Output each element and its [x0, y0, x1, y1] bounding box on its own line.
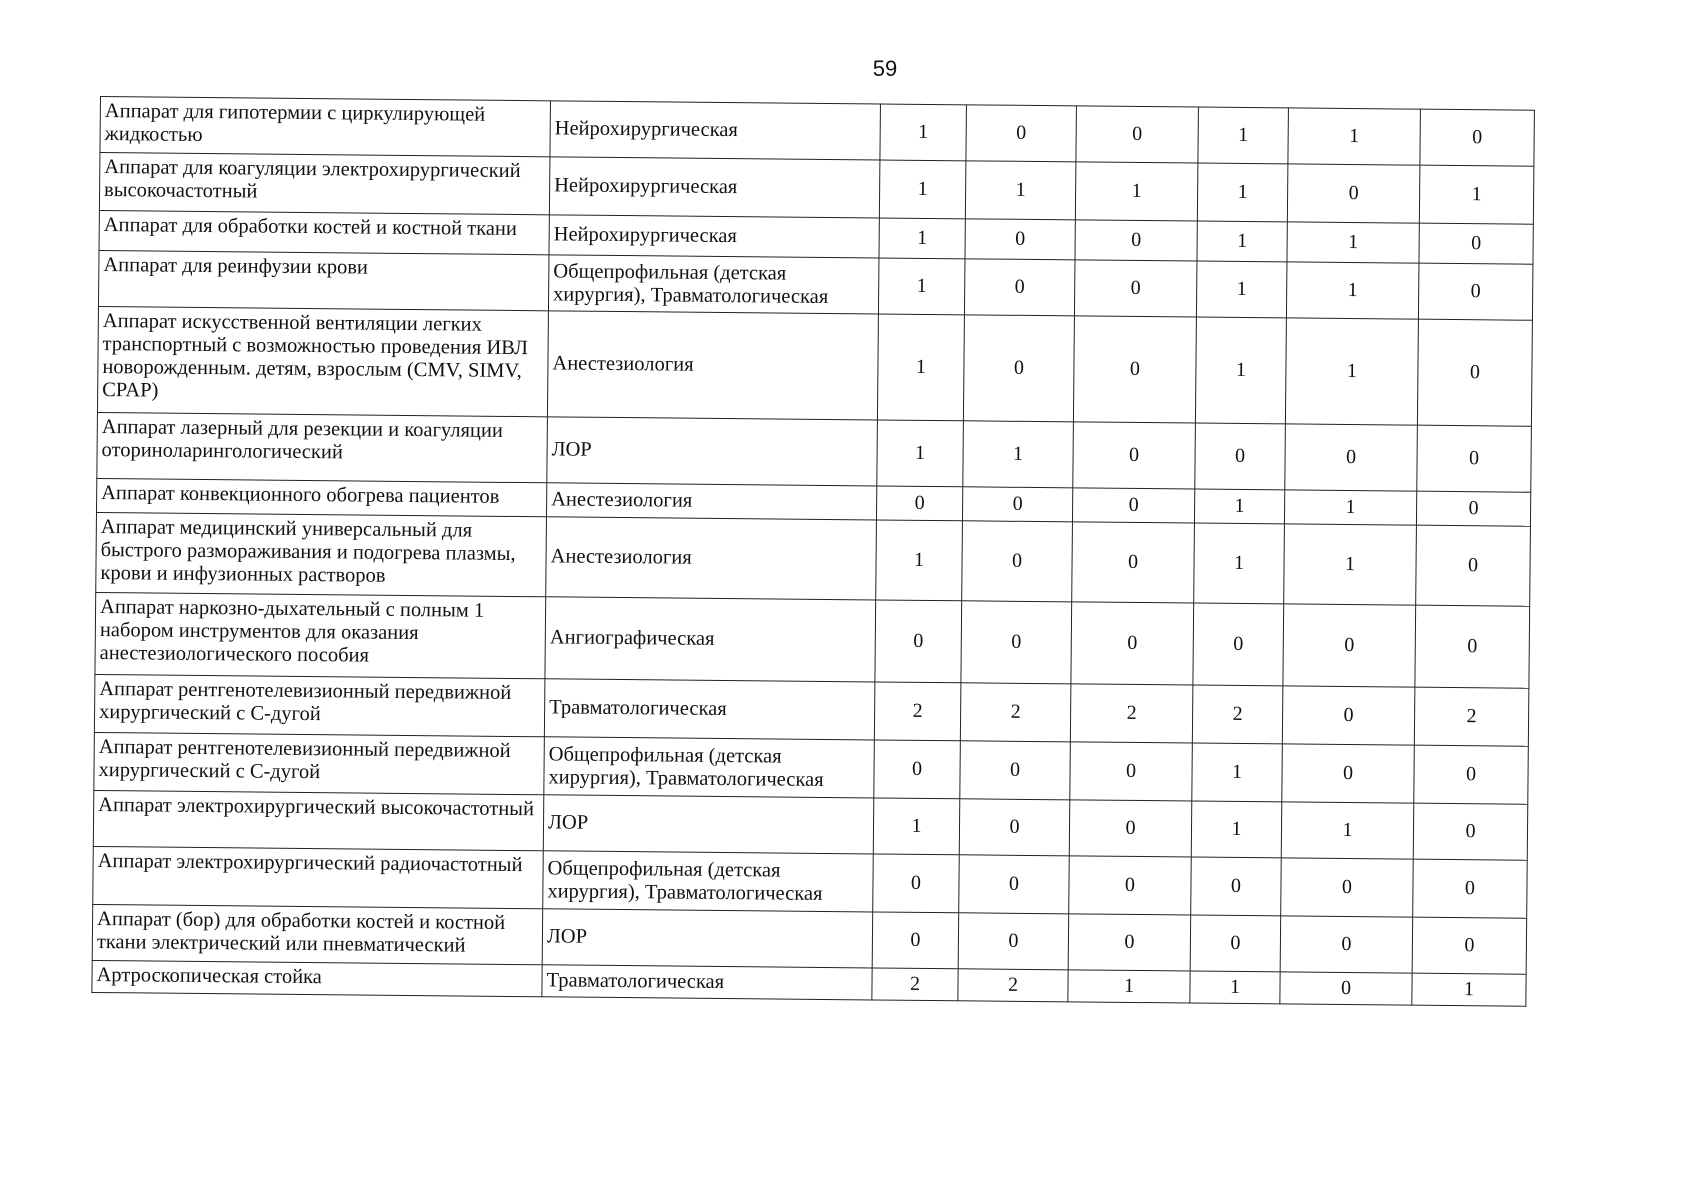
quantity-cell: 0: [966, 105, 1077, 162]
quantity-cell: 1: [1288, 108, 1421, 165]
quantity-cell: 0: [874, 740, 961, 799]
quantity-cell: 1: [877, 314, 964, 421]
quantity-cell: 2: [1414, 687, 1529, 746]
quantity-cell: 0: [1193, 603, 1284, 686]
quantity-cell: 1: [1286, 262, 1419, 319]
equipment-name-cell: Аппарат конвекционного обогрева пациентов: [97, 478, 547, 516]
quantity-cell: 0: [964, 259, 1075, 316]
quantity-cell: 0: [876, 486, 962, 521]
quantity-cell: 0: [1195, 423, 1286, 490]
department-cell: Ангиографическая: [545, 597, 876, 682]
quantity-cell: 1: [1287, 222, 1419, 263]
quantity-cell: 0: [1413, 859, 1528, 918]
equipment-name-cell: Аппарат рентгенотелевизионный передвижной хирургический с С-дугой: [94, 732, 545, 794]
quantity-cell: 1: [876, 520, 963, 601]
quantity-cell: 0: [1069, 856, 1192, 915]
quantity-cell: 1: [1068, 970, 1190, 1003]
equipment-name-cell: Аппарат для обработки костей и костной ткани: [99, 210, 549, 254]
quantity-cell: 1: [1197, 221, 1287, 262]
equipment-table-wrap: [91, 96, 1535, 1007]
department-cell: Нейрохирургическая: [549, 215, 879, 258]
quantity-cell: 1: [878, 258, 965, 315]
table-row: [97, 306, 1532, 426]
quantity-cell: 0: [962, 521, 1073, 602]
quantity-cell: 0: [1076, 106, 1199, 163]
quantity-cell: 0: [875, 600, 962, 683]
quantity-cell: 1: [1285, 318, 1418, 425]
equipment-name-cell: Артроскопическая стойка: [92, 960, 542, 996]
quantity-cell: 1: [1284, 524, 1417, 605]
department-cell: ЛОР: [547, 417, 878, 486]
equipment-name-cell: Аппарат медицинский универсальный для быстрого размораживания и подогрева плазмы, крови и инфузионных растворов: [96, 512, 547, 596]
quantity-cell: 2: [1192, 685, 1283, 744]
department-cell: Нейрохирургическая: [550, 101, 881, 160]
quantity-cell: 1: [1412, 973, 1526, 1006]
department-cell: Анестезиология: [547, 311, 878, 420]
department-cell: ЛОР: [542, 909, 873, 968]
quantity-cell: 0: [1282, 686, 1415, 745]
quantity-cell: 0: [959, 799, 1070, 856]
department-cell: Анестезиология: [546, 517, 877, 600]
quantity-cell: 0: [1281, 858, 1414, 917]
quantity-cell: 2: [958, 969, 1068, 1002]
quantity-cell: 1: [1198, 107, 1289, 164]
quantity-cell: 0: [1414, 745, 1529, 804]
equipment-name-cell: Аппарат наркозно-дыхательный с полным 1 набором инструментов для оказания анестезиологического пособия: [95, 592, 546, 678]
quantity-cell: 2: [1070, 684, 1193, 743]
quantity-cell: 1: [965, 161, 1076, 220]
quantity-cell: 0: [1416, 491, 1530, 526]
equipment-name-cell: Аппарат лазерный для резекции и коагуляции оториноларингологический: [97, 412, 548, 482]
quantity-cell: 1: [1419, 165, 1534, 224]
equipment-table: [91, 96, 1535, 1007]
equipment-name-cell: Аппарат электрохирургический высокочастотный: [93, 790, 544, 850]
quantity-cell: 0: [1416, 525, 1531, 606]
quantity-cell: 0: [965, 219, 1075, 260]
equipment-name-cell: Аппарат для реинфузии крови: [98, 250, 549, 310]
quantity-cell: 0: [1417, 319, 1532, 426]
department-cell: Травматологическая: [544, 679, 875, 740]
quantity-cell: 0: [963, 315, 1074, 422]
equipment-name-cell: Аппарат искусственной вентиляции легких транспортный с возможностью проведения ИВЛ новорожденным. детям, взрослым (CMV, SIMV, CPAP): [97, 306, 548, 416]
quantity-cell: 0: [1072, 522, 1195, 603]
quantity-cell: 1: [880, 104, 967, 161]
department-cell: Нейрохирургическая: [549, 157, 880, 218]
quantity-cell: 0: [873, 854, 960, 913]
table-body: [92, 97, 1535, 1007]
quantity-cell: 0: [959, 855, 1070, 914]
quantity-cell: 0: [1280, 916, 1413, 973]
quantity-cell: 0: [1073, 316, 1196, 423]
equipment-name-cell: Аппарат рентгенотелевизионный передвижной хирургический с С-дугой: [94, 674, 545, 736]
quantity-cell: 1: [1075, 162, 1198, 221]
quantity-cell: 0: [1415, 605, 1530, 688]
quantity-cell: 1: [873, 798, 960, 855]
quantity-cell: 0: [1287, 164, 1420, 223]
department-cell: ЛОР: [543, 795, 874, 854]
quantity-cell: 0: [1070, 742, 1193, 801]
quantity-cell: 0: [958, 913, 1069, 970]
quantity-cell: 1: [1284, 490, 1416, 525]
quantity-cell: 1: [1194, 489, 1284, 524]
department-cell: Общепрофильная (детская хирургия), Травматологическая: [548, 255, 879, 314]
quantity-cell: 1: [1190, 971, 1280, 1004]
quantity-cell: 1: [1192, 743, 1283, 802]
quantity-cell: 2: [960, 683, 1071, 742]
department-cell: Травматологическая: [542, 965, 872, 1000]
quantity-cell: 0: [960, 741, 1071, 800]
quantity-cell: 0: [872, 912, 959, 969]
equipment-name-cell: Аппарат для гипотермии с циркулирующей жидкостью: [100, 97, 551, 157]
quantity-cell: 1: [1281, 802, 1414, 859]
quantity-cell: 0: [1073, 422, 1196, 489]
department-cell: Общепрофильная (детская хирургия), Травматологическая: [544, 737, 875, 798]
quantity-cell: 1: [1196, 261, 1287, 318]
quantity-cell: 0: [1190, 915, 1281, 972]
quantity-cell: 1: [1197, 163, 1288, 222]
quantity-cell: 0: [1072, 488, 1194, 523]
quantity-cell: 0: [1068, 914, 1191, 971]
quantity-cell: 0: [1412, 917, 1527, 974]
quantity-cell: 0: [1075, 220, 1197, 261]
equipment-name-cell: Аппарат для коагуляции электрохирургический высокочастотный: [99, 153, 550, 215]
quantity-cell: 0: [1285, 424, 1418, 491]
table-row: [96, 512, 1531, 606]
equipment-name-cell: Аппарат электрохирургический радиочастотный: [93, 846, 544, 908]
quantity-cell: 0: [1069, 800, 1192, 857]
quantity-cell: 1: [963, 421, 1074, 488]
quantity-cell: 0: [1283, 604, 1416, 687]
quantity-cell: 0: [1074, 260, 1197, 317]
quantity-cell: 1: [879, 218, 965, 259]
equipment-name-cell: Аппарат (бор) для обработки костей и костной ткани электрический или пневматический: [92, 904, 543, 964]
quantity-cell: 2: [874, 682, 961, 741]
quantity-cell: 1: [1194, 523, 1285, 604]
quantity-cell: 0: [1071, 602, 1194, 685]
quantity-cell: 1: [879, 160, 966, 219]
quantity-cell: 0: [962, 487, 1072, 522]
quantity-cell: 0: [1282, 744, 1415, 803]
department-cell: Анестезиология: [546, 483, 876, 520]
table-row: [95, 592, 1530, 688]
quantity-cell: 0: [1420, 109, 1535, 166]
quantity-cell: 0: [961, 601, 1072, 684]
quantity-cell: 2: [872, 968, 958, 1001]
quantity-cell: 0: [1419, 223, 1533, 264]
quantity-cell: 0: [1418, 263, 1533, 320]
page-number: 59: [872, 56, 898, 81]
quantity-cell: 0: [1417, 425, 1532, 492]
quantity-cell: 1: [1191, 801, 1282, 858]
department-cell: Общепрофильная (детская хирургия), Травматологическая: [543, 851, 874, 912]
quantity-cell: 1: [1195, 317, 1286, 424]
quantity-cell: 0: [1413, 803, 1528, 860]
quantity-cell: 1: [877, 420, 964, 487]
quantity-cell: 0: [1191, 857, 1282, 916]
quantity-cell: 0: [1280, 972, 1412, 1005]
